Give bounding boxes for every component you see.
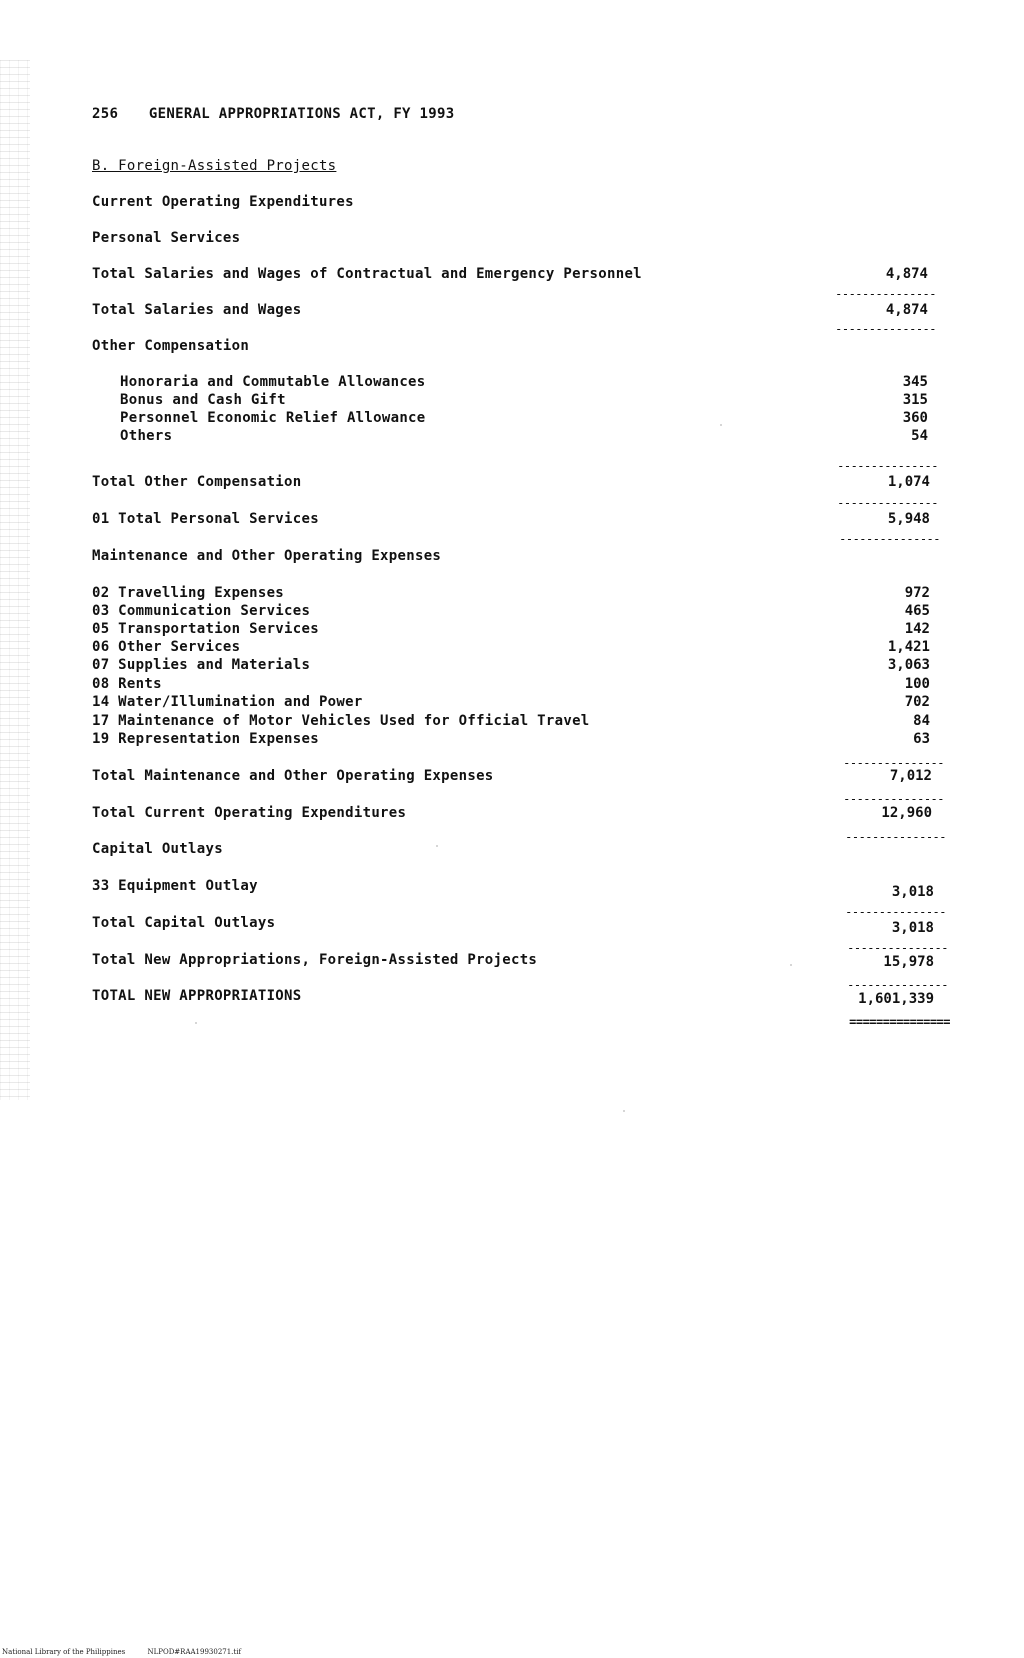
list-item bbox=[0, 805, 1024, 825]
document-title: GENERAL APPROPRIATIONS ACT, FY 1993 bbox=[148, 106, 455, 122]
list-item bbox=[0, 338, 1024, 358]
list-item bbox=[0, 621, 1024, 641]
list-item bbox=[0, 878, 1024, 898]
item-amount: 315 bbox=[902, 392, 928, 408]
list-item bbox=[0, 410, 1024, 430]
item-amount: 702 bbox=[904, 694, 930, 710]
list-item bbox=[0, 841, 1024, 861]
list-item bbox=[0, 194, 1024, 214]
item-label: 17 Maintenance of Motor Vehicles Used for Official Travel bbox=[92, 713, 590, 729]
item-amount: 360 bbox=[902, 410, 928, 426]
single-rule: --------------- bbox=[843, 792, 944, 806]
item-amount: 4,874 bbox=[885, 302, 928, 318]
item-amount: 345 bbox=[902, 374, 928, 390]
item-label: Total New Appropriations, Foreign-Assisted Projects bbox=[92, 952, 538, 968]
item-amount: 63 bbox=[913, 731, 930, 747]
item-label: Current Operating Expenditures bbox=[92, 194, 354, 210]
single-rule: --------------- bbox=[837, 459, 938, 473]
page-number: 256 bbox=[92, 106, 119, 122]
scan-speck bbox=[195, 1022, 197, 1024]
list-item bbox=[0, 374, 1024, 394]
list-item bbox=[0, 768, 1024, 788]
list-item bbox=[0, 694, 1024, 714]
item-label: Others bbox=[120, 428, 173, 444]
item-amount: 7,012 bbox=[889, 768, 932, 784]
list-item bbox=[0, 713, 1024, 733]
item-label: Total Maintenance and Other Operating Expenses bbox=[92, 768, 494, 784]
item-amount: 1,421 bbox=[887, 639, 930, 655]
item-label: 19 Representation Expenses bbox=[92, 731, 319, 747]
item-label: TOTAL NEW APPROPRIATIONS bbox=[92, 988, 302, 1004]
single-rule: --------------- bbox=[843, 756, 944, 770]
list-item bbox=[0, 428, 1024, 448]
item-amount: 5,948 bbox=[887, 511, 930, 527]
item-label: 06 Other Services bbox=[92, 639, 241, 655]
double-rule: =============== bbox=[849, 1015, 950, 1029]
item-label: Total Capital Outlays bbox=[92, 915, 276, 931]
list-item bbox=[0, 603, 1024, 623]
item-amount: 1,074 bbox=[887, 474, 930, 490]
single-rule: --------------- bbox=[845, 830, 946, 844]
scan-edge-artifact bbox=[0, 60, 30, 1100]
item-label: 07 Supplies and Materials bbox=[92, 657, 311, 673]
list-item bbox=[0, 676, 1024, 696]
item-amount: 100 bbox=[904, 676, 930, 692]
list-item bbox=[0, 988, 1024, 1008]
footer-source: National Library of the Philippines bbox=[2, 1648, 126, 1656]
item-amount: 3,018 bbox=[891, 920, 934, 936]
item-label: 14 Water/Illumination and Power bbox=[92, 694, 363, 710]
item-label: 33 Equipment Outlay bbox=[92, 878, 258, 894]
item-label: 05 Transportation Services bbox=[92, 621, 319, 637]
item-amount: 1,601,339 bbox=[858, 991, 934, 1007]
scan-speck bbox=[436, 845, 438, 847]
item-amount: 4,874 bbox=[885, 266, 928, 282]
list-item bbox=[0, 266, 1024, 286]
item-label: Other Compensation bbox=[92, 338, 250, 354]
list-item bbox=[0, 548, 1024, 568]
list-item bbox=[0, 639, 1024, 659]
item-label: Total Current Operating Expenditures bbox=[92, 805, 407, 821]
item-label: 02 Travelling Expenses bbox=[92, 585, 285, 601]
scan-speck bbox=[720, 424, 722, 426]
list-item bbox=[0, 474, 1024, 494]
page-header bbox=[92, 106, 454, 122]
list-item bbox=[0, 915, 1024, 935]
item-amount: 3,018 bbox=[891, 884, 934, 900]
scan-footer bbox=[2, 1648, 261, 1656]
single-rule: --------------- bbox=[847, 978, 948, 992]
item-label: 01 Total Personal Services bbox=[92, 511, 319, 527]
item-label: Honoraria and Commutable Allowances bbox=[120, 374, 426, 390]
item-label: Total Other Compensation bbox=[92, 474, 302, 490]
single-rule: --------------- bbox=[847, 941, 948, 955]
item-label: 08 Rents bbox=[92, 676, 162, 692]
scan-speck bbox=[790, 964, 792, 966]
item-label: Personnel Economic Relief Allowance bbox=[120, 410, 426, 426]
list-item bbox=[0, 952, 1024, 972]
item-amount: 12,960 bbox=[881, 805, 932, 821]
item-label: Total Salaries and Wages bbox=[92, 302, 302, 318]
single-rule: --------------- bbox=[835, 287, 936, 301]
list-item bbox=[0, 585, 1024, 605]
list-item bbox=[0, 657, 1024, 677]
single-rule: --------------- bbox=[837, 496, 938, 510]
single-rule: --------------- bbox=[845, 905, 946, 919]
footer-file: NLPOD#RAA19930271.tif bbox=[147, 1648, 242, 1656]
list-item bbox=[0, 230, 1024, 250]
item-label: Total Salaries and Wages of Contractual and Emergency Personnel bbox=[92, 266, 642, 282]
list-item bbox=[0, 511, 1024, 531]
item-label: Personal Services bbox=[92, 230, 241, 246]
item-label: 03 Communication Services bbox=[92, 603, 311, 619]
list-item bbox=[0, 392, 1024, 412]
item-label: Bonus and Cash Gift bbox=[120, 392, 286, 408]
single-rule: --------------- bbox=[835, 322, 936, 336]
item-label: Maintenance and Other Operating Expenses bbox=[92, 548, 442, 564]
single-rule: --------------- bbox=[839, 532, 940, 546]
item-amount: 54 bbox=[911, 428, 928, 444]
item-amount: 3,063 bbox=[887, 657, 930, 673]
scan-speck bbox=[623, 1110, 625, 1112]
list-item bbox=[0, 302, 1024, 322]
item-label: Capital Outlays bbox=[92, 841, 223, 857]
item-amount: 972 bbox=[904, 585, 930, 601]
item-amount: 465 bbox=[904, 603, 930, 619]
section-heading: B. Foreign-Assisted Projects bbox=[92, 158, 337, 174]
item-amount: 15,978 bbox=[883, 954, 934, 970]
list-item bbox=[0, 731, 1024, 751]
item-amount: 84 bbox=[913, 713, 930, 729]
item-amount: 142 bbox=[904, 621, 930, 637]
